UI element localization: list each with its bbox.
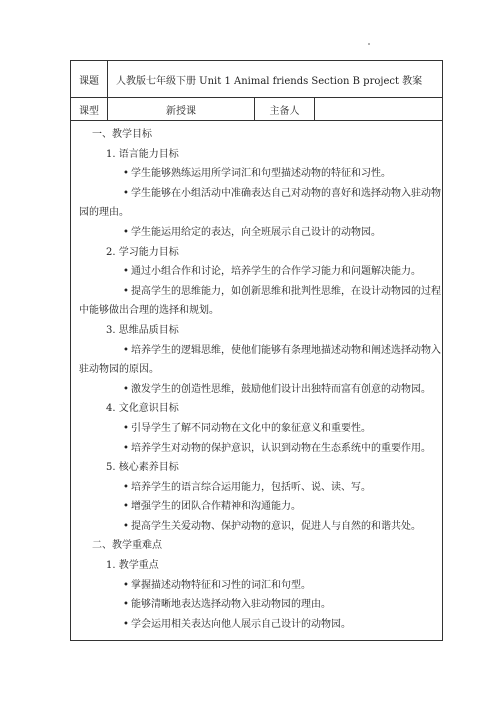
preparer-label: 主备人 [255,98,315,120]
continuation-line [79,203,436,223]
bullet-icon: • [123,599,129,611]
bullet-item [79,478,436,498]
bullet-icon: • [123,168,129,180]
lesson-plan-table [70,60,443,641]
line-text: 学会运用相关表达向他人展示自己设计的动物园。 [131,618,351,630]
bullet-icon: • [123,383,129,395]
line-text: 能够清晰地表达选择动物入驻动物园的理由。 [131,599,331,611]
bullet-item [79,517,436,537]
bullet-item [79,595,436,615]
line-text: 增强学生的团队合作精神和沟通能力。 [131,501,301,513]
line-text: 激发学生的创造性思维，鼓励他们设计出独特而富有创意的动物园。 [131,383,431,395]
line-text: 中能够做出合理的选择和规划。 [79,305,219,317]
page-mark [368,43,370,45]
line-text: 一、教学目标 [92,129,152,140]
line-text: 4. 文化意识目标 [106,403,179,415]
bullet-icon: • [123,226,129,238]
continuation-line [79,301,436,321]
line-text: 引导学生了解不同动物在文化中的象征意义和重要性。 [131,422,371,434]
bullet-icon: • [123,501,129,513]
bullet-item [79,282,441,302]
section-heading [79,536,436,556]
subsection-heading [79,243,436,263]
line-text: 提高学生的思维能力，如创新思维和批判性思维，在设计动物园的过程 [131,285,441,297]
line-text: 培养学生对动物的保护意识，认识到动物在生态系统中的重要作用。 [131,442,431,454]
line-text: 学生能运用给定的表达，向全班展示自己设计的动物园。 [131,226,381,238]
line-text: 园的理由。 [79,207,129,219]
bullet-item [79,184,441,204]
line-text: 培养学生的逻辑思维，使他们能够有条理地描述动物和阐述选择动物入 [131,344,441,356]
bullet-icon: • [123,520,129,532]
bullet-item [79,380,436,400]
line-text: 1. 语言能力目标 [106,148,179,160]
subsection-heading [79,458,436,478]
line-text: 提高学生关爱动物、保护动物的意识，促进人与自然的和谐共处。 [131,520,421,532]
bullet-icon: • [123,187,129,199]
bullet-item [79,223,436,243]
bullet-icon: • [123,344,129,356]
bullet-item [79,439,436,459]
section-heading [79,125,436,145]
title-label: 课题 [71,61,108,97]
line-text: 通过小组合作和讨论，培养学生的合作学习能力和问题解决能力。 [131,266,421,278]
line-text: 3. 思维品质目标 [106,324,179,336]
bullet-item [79,164,436,184]
bullet-item [79,576,436,596]
subsection-heading [79,145,436,165]
bullet-item [79,419,436,439]
bullet-icon: • [123,579,129,591]
line-text: 学生能够熟练运用所学词汇和句型描述动物的特征和习性。 [131,168,391,180]
type-value: 新授课 [108,98,255,120]
line-text: 二、教学重难点 [92,540,162,552]
line-text: 学生能够在小组活动中准确表达自己对动物的喜好和选择动物入驻动物 [131,187,441,199]
bullet-icon: • [123,422,129,434]
line-text: 2. 学习能力目标 [106,246,179,258]
bullet-icon: • [123,442,129,454]
type-label: 课型 [71,98,108,120]
bullet-item [79,262,436,282]
line-text: 驻动物园的原因。 [79,364,159,376]
bullet-icon: • [123,481,129,493]
continuation-line [79,360,436,380]
bullet-item [79,341,441,361]
bullet-item [79,497,436,517]
line-text: 1. 教学重点 [106,560,159,572]
lesson-content [71,121,442,640]
subsection-heading [79,399,436,419]
line-text: 掌握描述动物特征和习性的词汇和句型。 [131,579,311,591]
line-text: 5. 核心素养目标 [106,462,179,474]
title-value: 人教版七年级下册 Unit 1 Animal friends Section B project 教案 [116,75,423,87]
type-row [71,98,442,121]
bullet-icon: • [123,285,129,297]
bullet-item [79,615,436,635]
preparer-value [315,98,442,120]
bullet-icon: • [123,618,129,630]
subsection-heading [79,556,436,576]
line-text: 培养学生的语言综合运用能力，包括听、说、读、写。 [131,481,371,493]
title-row [71,61,442,98]
subsection-heading [79,321,436,341]
bullet-icon: • [123,266,129,278]
